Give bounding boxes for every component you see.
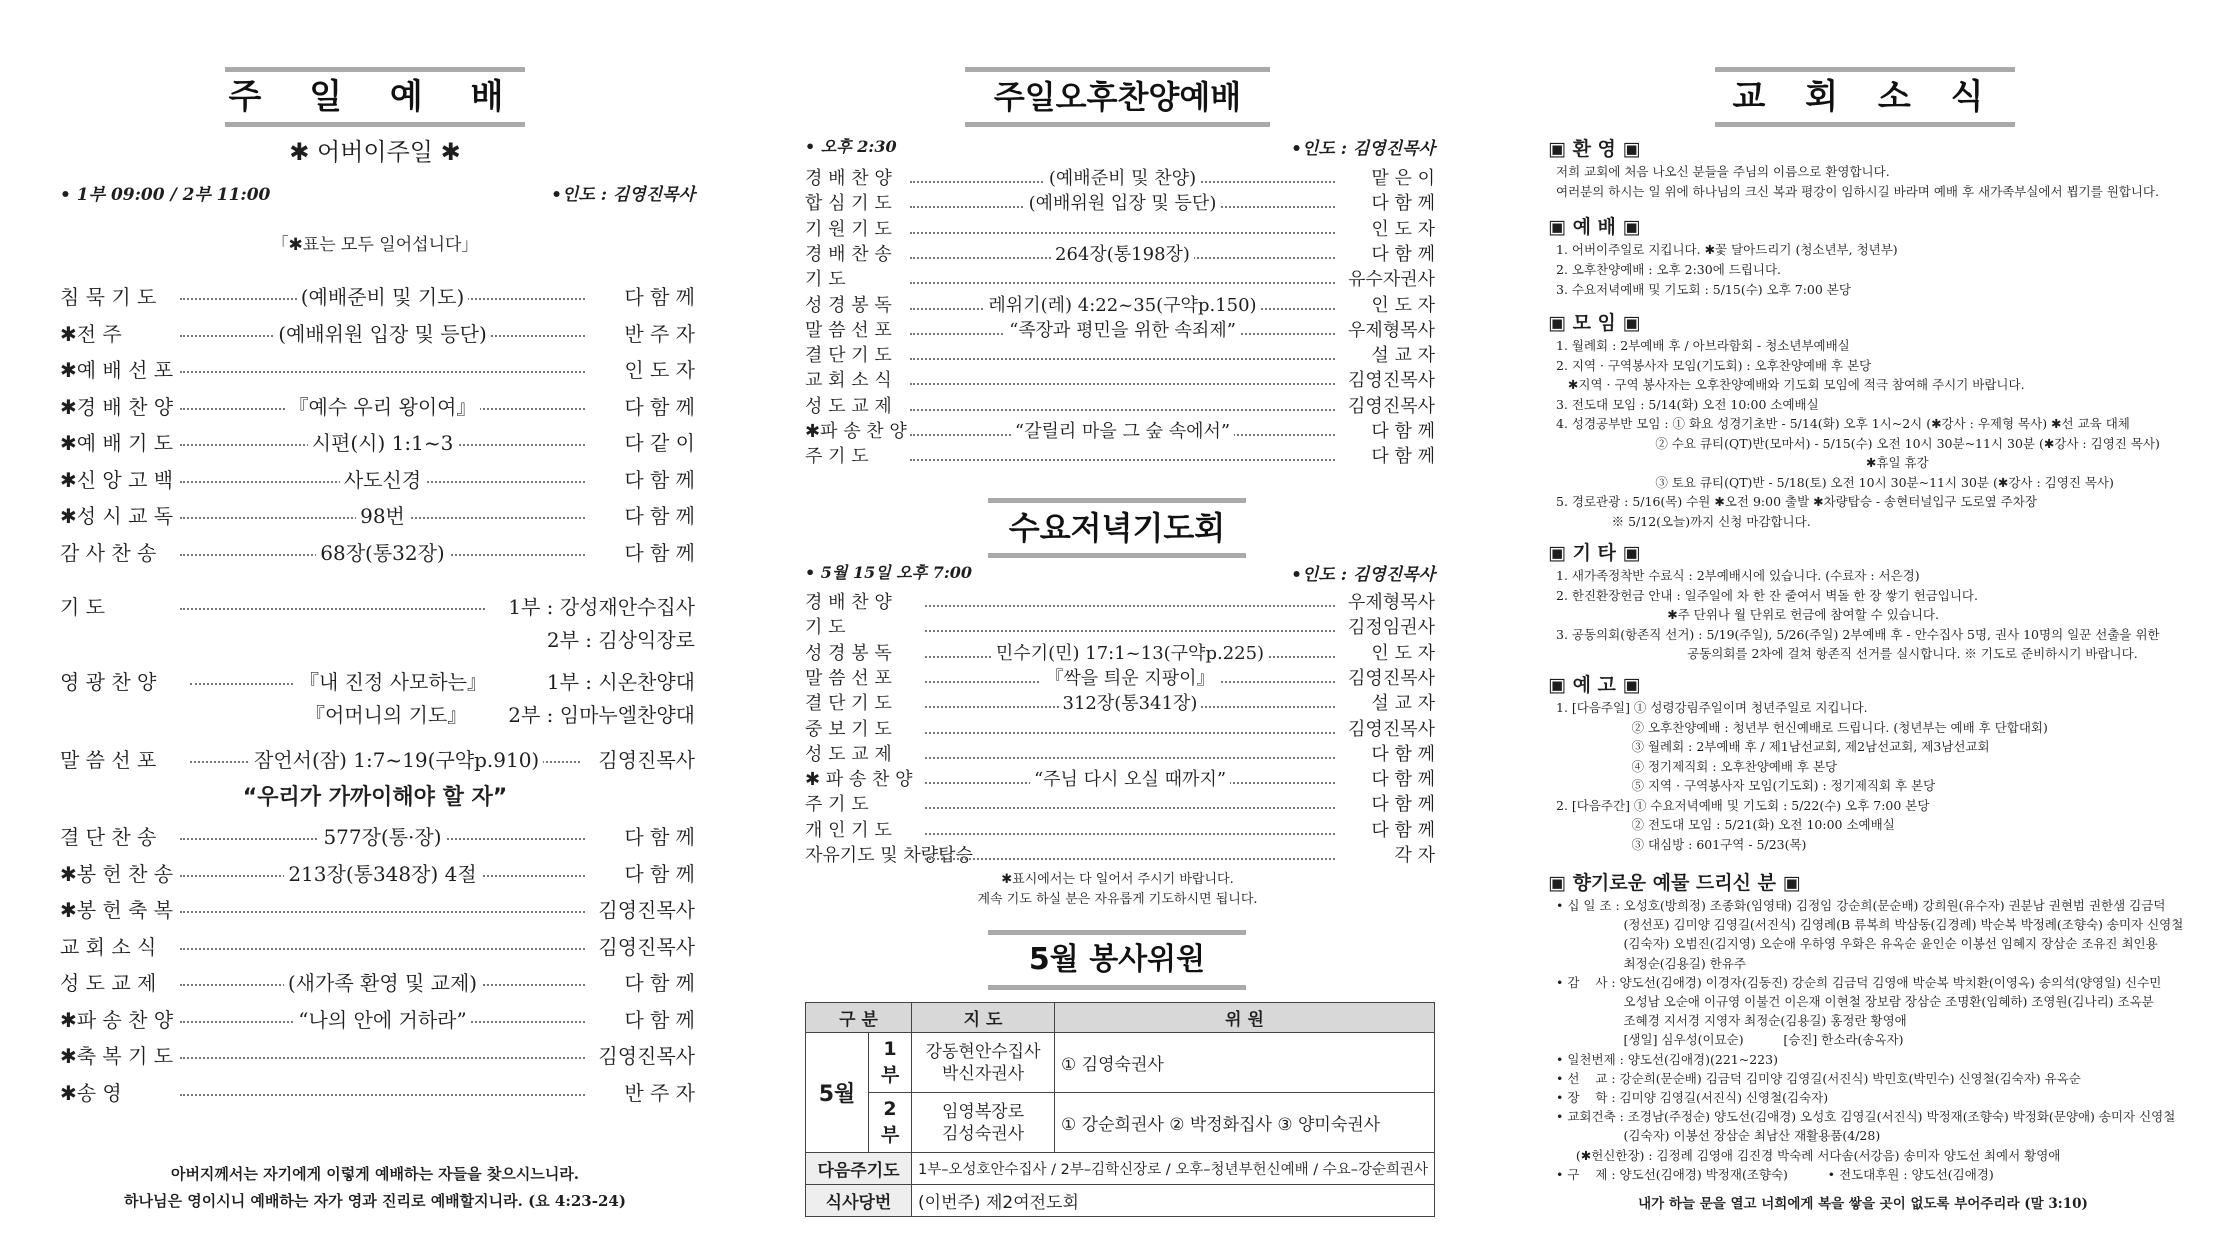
- news-line: 3. 수요저녁예배 및 기도회 : 5/15(수) 오후 7:00 본당: [1556, 282, 1851, 297]
- order-label: ✱파 송 찬 양: [60, 1007, 174, 1032]
- news-line: ② 전도대 모임 : 5/21(화) 오전 10:00 소예배실: [1556, 817, 1895, 832]
- order-label: 결 단 찬 송: [60, 825, 157, 849]
- order-row: [60, 431, 695, 455]
- order-detail: 『예수 우리 왕이여』: [285, 395, 481, 419]
- order-person: 우제형목사: [1348, 592, 1435, 613]
- news-line: 3. 공동의회(항존직 선거) : 5/19(주일), 5/26(주일) 2부예배 후 - 안수집사 5명, 권사 10명의 일꾼 선출을 위한: [1556, 626, 2160, 642]
- col-members: 위 원: [1055, 1003, 1435, 1033]
- order-person: 다 함 께: [1371, 243, 1435, 265]
- order-row: [60, 971, 695, 995]
- wednesday-prayer-title: 수요저녁기도회: [988, 498, 1246, 558]
- news-line: ※ 5/12(오늘)까지 신청 마감합니다.: [1556, 513, 1811, 529]
- order-person: 다 함 께: [624, 467, 695, 492]
- news-line: 최정순(김용길) 한유주: [1556, 955, 1746, 971]
- prayer-second-service: 2부 : 김상익장로: [546, 628, 695, 652]
- order-row: [60, 898, 695, 922]
- order-person: 김정임권사: [1348, 617, 1435, 639]
- wednesday-order-list: [805, 592, 1435, 892]
- order-row: [60, 862, 695, 886]
- news-line: 오성남 오순애 이규영 이불건 이은재 이현철 장보람 장삼순 조명환(임혜하) 조영원(김나리) 조옥분: [1556, 994, 2154, 1009]
- sunday-worship-subtitle: ✱ 어버이주일 ✱: [289, 138, 461, 166]
- order-label: ✱ 파 송 찬 양: [805, 769, 913, 791]
- church-news-title: 교 회 소 식: [1715, 67, 2015, 127]
- month-cell: 5월: [806, 1033, 869, 1153]
- order-label: 합 심 기 도: [805, 193, 892, 215]
- meal-duty-label: 식사당번: [806, 1185, 912, 1217]
- order-person: 김영진목사: [598, 898, 695, 922]
- next-prayer-label: 다음주기도: [806, 1153, 912, 1185]
- order-row: [805, 370, 1435, 392]
- order-row: [60, 285, 695, 309]
- news-line: 2. 지역 · 구역봉사자 모임(기도회) : 오후찬양예배 후 본당: [1556, 357, 1872, 373]
- standing-note: 「✱표는 모두 일어섭니다」: [271, 235, 479, 255]
- news-line: 저희 교회에 처음 나오신 분들을 주님의 이름으로 환영합니다.: [1556, 164, 1890, 179]
- order-person: 설 교 자: [1371, 693, 1435, 715]
- news-line: • 일천번제 : 양도선(김애경)(221~223): [1556, 1051, 1778, 1067]
- order-detail: “족장과 평민을 위한 속죄제”: [1005, 320, 1240, 341]
- order-row: [60, 935, 695, 959]
- order-label: 말 씀 선 포: [805, 319, 892, 341]
- order-person: 맡 은 이: [1371, 168, 1435, 189]
- footer-verse: 내가 하늘 문을 열고 너희에게 복을 쌓을 곳이 없도록 부어주리라 (말 3:10): [1638, 1196, 2088, 1212]
- news-line: (정선포) 김미양 김영길(서진식) 김영례(B 류복희 박삼동(김경례) 박순복 박정례(조향숙) 송미자 신영철: [1556, 917, 2184, 933]
- news-line: 1. 어버이주일로 지킵니다. ✱꽃 달아드리기 (청소년부, 청년부): [1556, 242, 1898, 257]
- order-row: [805, 446, 1435, 468]
- news-line: ✱휴일 휴강: [1556, 455, 1929, 470]
- order-label: 경 배 찬 송: [805, 243, 892, 265]
- volunteers-table: [805, 1002, 1435, 1217]
- first-service-cell: 1부: [869, 1033, 912, 1093]
- order-person: 김영진목사: [1348, 667, 1435, 689]
- order-person: 다 함 께: [1371, 819, 1435, 841]
- news-line: (김숙자) 이봉선 장삼순 최남산 재활용품(4/28): [1556, 1128, 1881, 1144]
- order-person: 다 함 께: [1371, 769, 1435, 791]
- wednesday-leader: •인도 : 김영진목사: [1291, 565, 1435, 585]
- news-line: ⑤ 지역 · 구역봉사자 모임(기도회) : 정기제직회 후 본당: [1556, 778, 1936, 793]
- order-label: 감 사 찬 송: [60, 540, 157, 565]
- news-line: (✱헌신한장) : 김정례 김영애 김진경 박숙례 서다솜(서강음) 송미자 양도선 최예서 황영애: [1556, 1147, 2061, 1163]
- order-person: 다 함 께: [624, 394, 695, 419]
- news-line: 공동의회를 2차에 걸쳐 항존직 선거를 실시합니다. ※ 기도로 준비하시기 바랍니다.: [1556, 646, 2138, 661]
- afternoon-leader: •인도 : 김영진목사: [1291, 139, 1435, 159]
- worship-order-list-2: [60, 825, 695, 1125]
- order-person: 김영진목사: [1348, 718, 1435, 740]
- order-detail: 213장(통348장) 4절: [284, 862, 480, 886]
- order-label: ✱봉 헌 축 복: [60, 898, 174, 922]
- order-row: [805, 396, 1435, 418]
- first-service-members: ① 김영숙권사: [1055, 1033, 1435, 1093]
- order-row: [60, 358, 695, 382]
- news-line: ✱지역 · 구역 봉사자는 오후찬양예배와 기도회 모임에 적극 참여해 주시기 바랍니다.: [1556, 377, 2025, 392]
- second-service-guide: 임영복장로 김성숙권사: [912, 1093, 1055, 1153]
- prayer-row-1: [60, 595, 695, 619]
- news-line: • 십 일 조 : 오성호(방희정) 조종화(임영태) 김정임 강순희(문순배) 강희원(유수자) 권분남 권현범 권한샘 김금덕: [1556, 898, 2166, 913]
- continue-prayer-note: 계속 기도 하실 분은 자유롭게 기도하시면 됩니다.: [977, 892, 1258, 907]
- order-person: 우제형목사: [1348, 319, 1435, 341]
- order-row: [805, 845, 1435, 867]
- afternoon-worship-title: 주일오후찬양예배: [965, 67, 1270, 127]
- prayer-row-2: [60, 628, 695, 652]
- footer-verse-1: 아버지께서는 자기에게 이렇게 예배하는 자들을 찾으시느니라.: [170, 1165, 580, 1183]
- order-person: 인 도 자: [1371, 642, 1435, 664]
- order-person: 김영진목사: [1348, 370, 1435, 392]
- order-label: 교 회 소 식: [805, 370, 892, 392]
- order-label: 결 단 기 도: [805, 693, 892, 715]
- order-row: [805, 168, 1435, 190]
- news-line: • 선 교 : 강순희(문순배) 김금덕 김미양 김영길(서진식) 박민호(박민수) 신영철(김숙자) 유옥순: [1556, 1070, 2081, 1086]
- news-line: • 감 사 : 양도선(김애경) 이경자(김동진) 강순희 김금덕 김영애 박순복 박치환(이영옥) 송의석(양영일) 신수민: [1556, 974, 2162, 990]
- sermon-title: “우리가 가까이해야 할 자”: [242, 785, 508, 810]
- order-detail: (예배준비 및 찬양): [1045, 168, 1200, 189]
- order-person: 다 함 께: [1371, 193, 1435, 215]
- next-prayer-value: 1부–오성호안수집사 / 2부–김학신장로 / 오후–청년부헌신예배 / 수요–강순희권사: [912, 1153, 1435, 1185]
- news-line: 2. 한진환장헌금 안내 : 일주일에 차 한 잔 줄여서 벽돌 한 장 쌓기 헌금입니다.: [1556, 587, 1978, 603]
- news-line: 1. 새가족정착반 수료식 : 2부예배시에 있습니다. (수료자 : 서은경): [1556, 568, 1920, 583]
- order-label: 성 도 교 제: [60, 971, 157, 995]
- order-detail: (새가족 환영 및 교제): [284, 971, 481, 995]
- order-detail: 312장(통341장): [1059, 693, 1202, 714]
- order-label: 경 배 찬 양: [805, 592, 892, 613]
- order-row: [805, 719, 1435, 741]
- news-line: 조혜경 지서경 지영자 최정순(김용길) 홍정란 황영애: [1556, 1013, 1907, 1029]
- order-row: [805, 693, 1435, 715]
- church-news-column: [1548, 0, 2184, 1240]
- order-person: 김영진목사: [598, 934, 695, 959]
- order-detail: 264장(통198장): [1051, 244, 1194, 265]
- order-row: [60, 1044, 695, 1068]
- order-person: 김영진목사: [1348, 395, 1435, 417]
- sermon-label: 말 씀 선 포: [60, 748, 157, 772]
- welcome-heading: ▣ 환 영 ▣: [1548, 138, 1641, 160]
- order-person: 다 함 께: [1371, 794, 1435, 816]
- order-detail: (예배준비 및 기도): [297, 285, 469, 309]
- order-person: 유수자권사: [1348, 269, 1435, 291]
- order-person: 다 같 이: [624, 431, 695, 455]
- order-row: [60, 541, 695, 565]
- order-person: 김영진목사: [598, 1044, 695, 1068]
- order-label: 기 도: [805, 269, 846, 291]
- order-label: ✱예 배 선 포: [60, 358, 174, 382]
- order-label: 성 도 교 제: [805, 395, 892, 417]
- order-person: 다 함 께: [624, 971, 695, 995]
- order-label: ✱전 주: [60, 321, 122, 346]
- worship-order-list: [60, 285, 695, 585]
- order-label: 주 기 도: [805, 446, 869, 468]
- order-person: 다 함 께: [1371, 743, 1435, 765]
- order-label: ✱예 배 기 도: [60, 431, 174, 455]
- sermon-row: [60, 748, 695, 772]
- order-person: 반 주 자: [624, 1080, 695, 1105]
- order-row: [805, 244, 1435, 266]
- order-row: [60, 1008, 695, 1032]
- order-detail: 68장(통32장): [316, 541, 448, 565]
- order-detail: 레위기(레) 4:22~35(구약p.150): [984, 295, 1260, 316]
- afternoon-worship-column: [800, 0, 1435, 1240]
- praise-song-1: 『내 진정 사모하는』: [295, 670, 491, 694]
- order-detail: (예배위원 입장 및 등단): [274, 322, 491, 346]
- order-label: 말 씀 선 포: [805, 667, 892, 689]
- order-person: 인 도 자: [1371, 218, 1435, 240]
- order-row: [805, 592, 1435, 614]
- order-row: [60, 504, 695, 528]
- prayer-label: 기 도: [60, 595, 105, 619]
- order-person: 설 교 자: [1371, 345, 1435, 367]
- order-person: 인 도 자: [624, 358, 695, 382]
- news-line: ④ 정기제직회 : 오후찬양예배 후 본당: [1556, 758, 1838, 774]
- col-guide: 지 도: [912, 1003, 1055, 1033]
- news-line: 1. [다음주일] ① 성령강림주일이며 청년주일로 지킵니다.: [1556, 700, 1868, 715]
- order-row: [805, 295, 1435, 317]
- second-service-members: ① 강순희권사 ② 박정화집사 ③ 양미숙권사: [1055, 1093, 1435, 1153]
- order-row: [60, 395, 695, 419]
- order-label: ✱송 영: [60, 1080, 122, 1105]
- order-label: ✱성 시 교 독: [60, 504, 174, 528]
- may-volunteers-title: 5월 봉사위원: [988, 930, 1246, 990]
- news-line: 여러분의 하시는 일 위에 하나님의 크신 복과 평강이 임하시길 바라며 예배 후 새가족부실에서 뵙기를 원합니다.: [1556, 184, 2159, 199]
- order-label: 자유기도 및 차량탑승: [805, 845, 973, 866]
- order-person: 다 함 께: [624, 1007, 695, 1032]
- order-label: 중 보 기 도: [805, 718, 892, 740]
- sunday-worship-title: 주 일 예 배: [225, 67, 525, 127]
- order-row: [60, 825, 695, 849]
- praise-choir-1: 1부 : 시온찬양대: [546, 670, 695, 694]
- order-row: [805, 345, 1435, 367]
- order-label: ✱경 배 찬 양: [60, 394, 174, 419]
- order-person: 다 함 께: [624, 504, 695, 528]
- order-label: ✱봉 헌 찬 송: [60, 861, 174, 886]
- order-row: [805, 617, 1435, 639]
- standing-note-2: ✱표시에서는 다 일어서 주시기 바랍니다.: [1001, 872, 1234, 887]
- order-detail: “나의 안에 거하라”: [294, 1008, 470, 1032]
- footer-verse-2: 하나님은 영이시니 예배하는 자가 영과 진리로 예배할지니라. (요 4:23-24): [124, 1192, 626, 1210]
- order-label: 주 기 도: [805, 794, 869, 816]
- sermon-preacher: 김영진목사: [598, 748, 695, 772]
- order-row: [805, 668, 1435, 690]
- order-row: [60, 1081, 695, 1105]
- news-line: 2. [다음주간] ① 수요저녁예배 및 기도회 : 5/22(수) 오후 7:00 본당: [1556, 797, 1930, 813]
- news-line: 3. 전도대 모임 : 5/14(화) 오전 10:00 소예배실: [1556, 396, 1819, 412]
- news-line: ② 수요 큐티(QT)반(모마서) - 5/15(수) 오전 10시 30분~11시 30분 (✱강사 : 김영진 목사): [1556, 435, 2160, 451]
- order-label: 경 배 찬 양: [805, 168, 892, 189]
- prayer-first-service: 1부 : 강성재안수집사: [508, 595, 695, 619]
- worship-heading: ▣ 예 배 ▣: [1548, 216, 1641, 238]
- order-row: [805, 193, 1435, 215]
- first-service-guide: 강동현안수집사 박신자권사: [912, 1033, 1055, 1093]
- news-line: 1. 월례회 : 2부예배 후 / 아브라함회 - 청소년부예배실: [1556, 338, 1850, 353]
- sermon-scripture: 잠언서(잠) 1:7~19(구약p.910): [250, 748, 543, 772]
- order-detail: 98번: [356, 504, 409, 528]
- order-detail: 민수기(민) 17:1~13(구약p.225): [992, 643, 1268, 664]
- order-detail: 시편(시) 1:1~3: [308, 431, 458, 455]
- order-row: [60, 322, 695, 346]
- order-detail: “주님 다시 오실 때까지”: [1030, 769, 1230, 790]
- order-row: [805, 320, 1435, 342]
- praise-song-2: 『어머니의 기도』: [305, 703, 468, 727]
- news-line: ✱주 단위나 월 단위로 헌금에 참여할 수 있습니다.: [1556, 607, 1939, 622]
- news-line: • 구 제 : 양도선(김애경) 박정재(조향숙) • 전도대후원 : 양도선(김애경): [1556, 1166, 1994, 1182]
- news-line: 2. 오후찬양예배 : 오후 2:30에 드립니다.: [1556, 262, 1782, 277]
- order-person: 다 함 께: [1371, 421, 1435, 442]
- second-service-cell: 2부: [869, 1093, 912, 1153]
- preview-heading: ▣ 예 고 ▣: [1548, 674, 1641, 696]
- order-person: 인 도 자: [1371, 294, 1435, 316]
- sunday-worship-column: [55, 0, 695, 1240]
- order-row: [805, 744, 1435, 766]
- order-row: [805, 794, 1435, 816]
- praise-choir-2: 2부 : 임마누엘찬양대: [508, 703, 695, 727]
- news-line: [생일] 심우성(이묘순) [승진] 한소라(송옥자): [1556, 1032, 1904, 1048]
- order-row: [805, 269, 1435, 291]
- order-person: 반 주 자: [624, 321, 695, 346]
- order-detail: 사도신경: [340, 468, 425, 492]
- order-row: [805, 820, 1435, 842]
- col-division: 구 분: [806, 1003, 912, 1033]
- news-line: 4. 성경공부반 모임 : ① 화요 성경기초반 - 5/14(화) 오후 1시~2시 (✱강사 : 우제형 목사) ✱선 교육 대체: [1556, 416, 2130, 431]
- order-row: [805, 769, 1435, 791]
- order-label: 기 원 기 도: [805, 218, 892, 240]
- order-row: [805, 643, 1435, 665]
- order-row: [60, 468, 695, 492]
- news-line: ③ 대심방 : 601구역 - 5/23(목): [1556, 836, 1807, 852]
- meal-duty-value: (이번주) 제2여전도회: [912, 1185, 1435, 1217]
- news-line: (김숙자) 오범진(김지영) 오순애 우하영 우화은 유옥순 윤인순 이봉선 임혜지 장삼순 조유진 최인용: [1556, 936, 2158, 952]
- order-label: 결 단 기 도: [805, 345, 892, 367]
- order-label: 교 회 소 식: [60, 934, 157, 959]
- order-detail: (예배위원 입장 및 등단): [1025, 193, 1221, 214]
- meetings-heading: ▣ 모 임 ▣: [1548, 312, 1641, 334]
- praise-row-1: [60, 670, 695, 694]
- order-person: 각 자: [1394, 845, 1435, 866]
- news-line: ② 오후찬양예배 : 청년부 헌신예배로 드립니다. (청년부는 예배 후 단합대회): [1556, 719, 2048, 735]
- worship-time: • 1부 09:00 / 2부 11:00: [60, 185, 271, 205]
- wednesday-time: • 5월 15일 오후 7:00: [805, 563, 973, 582]
- news-line: 5. 경로관광 : 5/16(목) 수원 ✱오전 9:00 출발 ✱차량탑승 - 송현터널입구 도로옆 주차장: [1556, 494, 2037, 509]
- order-person: 다 함 께: [624, 285, 695, 309]
- order-label: ✱신 앙 고 백: [60, 467, 174, 492]
- afternoon-order-list: [805, 168, 1435, 468]
- order-person: 다 함 께: [1371, 446, 1435, 468]
- order-label: ✱축 복 기 도: [60, 1044, 174, 1068]
- order-row: [805, 219, 1435, 241]
- news-line: ③ 토요 큐티(QT)반 - 5/18(토) 오전 10시 30분~11시 30분 (✱강사 : 김영진 목사): [1556, 474, 2114, 490]
- order-label: 침 묵 기 도: [60, 285, 157, 309]
- order-label: 기 도: [805, 617, 846, 639]
- order-person: 다 함 께: [624, 861, 695, 886]
- worship-leader: •인도 : 김영진목사: [551, 185, 695, 205]
- order-label: 성 경 봉 독: [805, 642, 892, 664]
- praise-label: 영 광 찬 양: [60, 670, 157, 694]
- order-label: 개 인 기 도: [805, 819, 892, 841]
- order-person: 다 함 께: [624, 825, 695, 849]
- order-label: 성 도 교 제: [805, 743, 892, 765]
- order-detail: 『싹을 틔운 지팡이』: [1041, 668, 1218, 689]
- misc-heading: ▣ 기 타 ▣: [1548, 542, 1641, 564]
- order-detail: 577장(통·장): [319, 825, 445, 849]
- offerings-heading: ▣ 향기로운 예물 드리신 분 ▣: [1548, 872, 1801, 894]
- afternoon-time: • 오후 2:30: [805, 137, 897, 156]
- order-label: ✱파 송 찬 양: [805, 421, 907, 442]
- news-line: • 교회건축 : 조경남(주정순) 양도선(김애경) 오성호 김영길(서진식) 박정재(조향숙) 박정화(문양애) 송미자 신영철: [1556, 1109, 2176, 1125]
- order-row: [805, 421, 1435, 443]
- order-detail: “갈릴리 마을 그 숲 속에서”: [1011, 421, 1234, 442]
- praise-row-2: [60, 703, 695, 727]
- order-person: 다 함 께: [624, 540, 695, 565]
- order-label: 성 경 봉 독: [805, 294, 892, 316]
- news-line: • 장 학 : 김미양 김영길(서진식) 신영철(김숙자): [1556, 1090, 1829, 1105]
- news-line: ③ 월례회 : 2부예배 후 / 제1남선교회, 제2남선교회, 제3남선교회: [1556, 739, 1990, 754]
